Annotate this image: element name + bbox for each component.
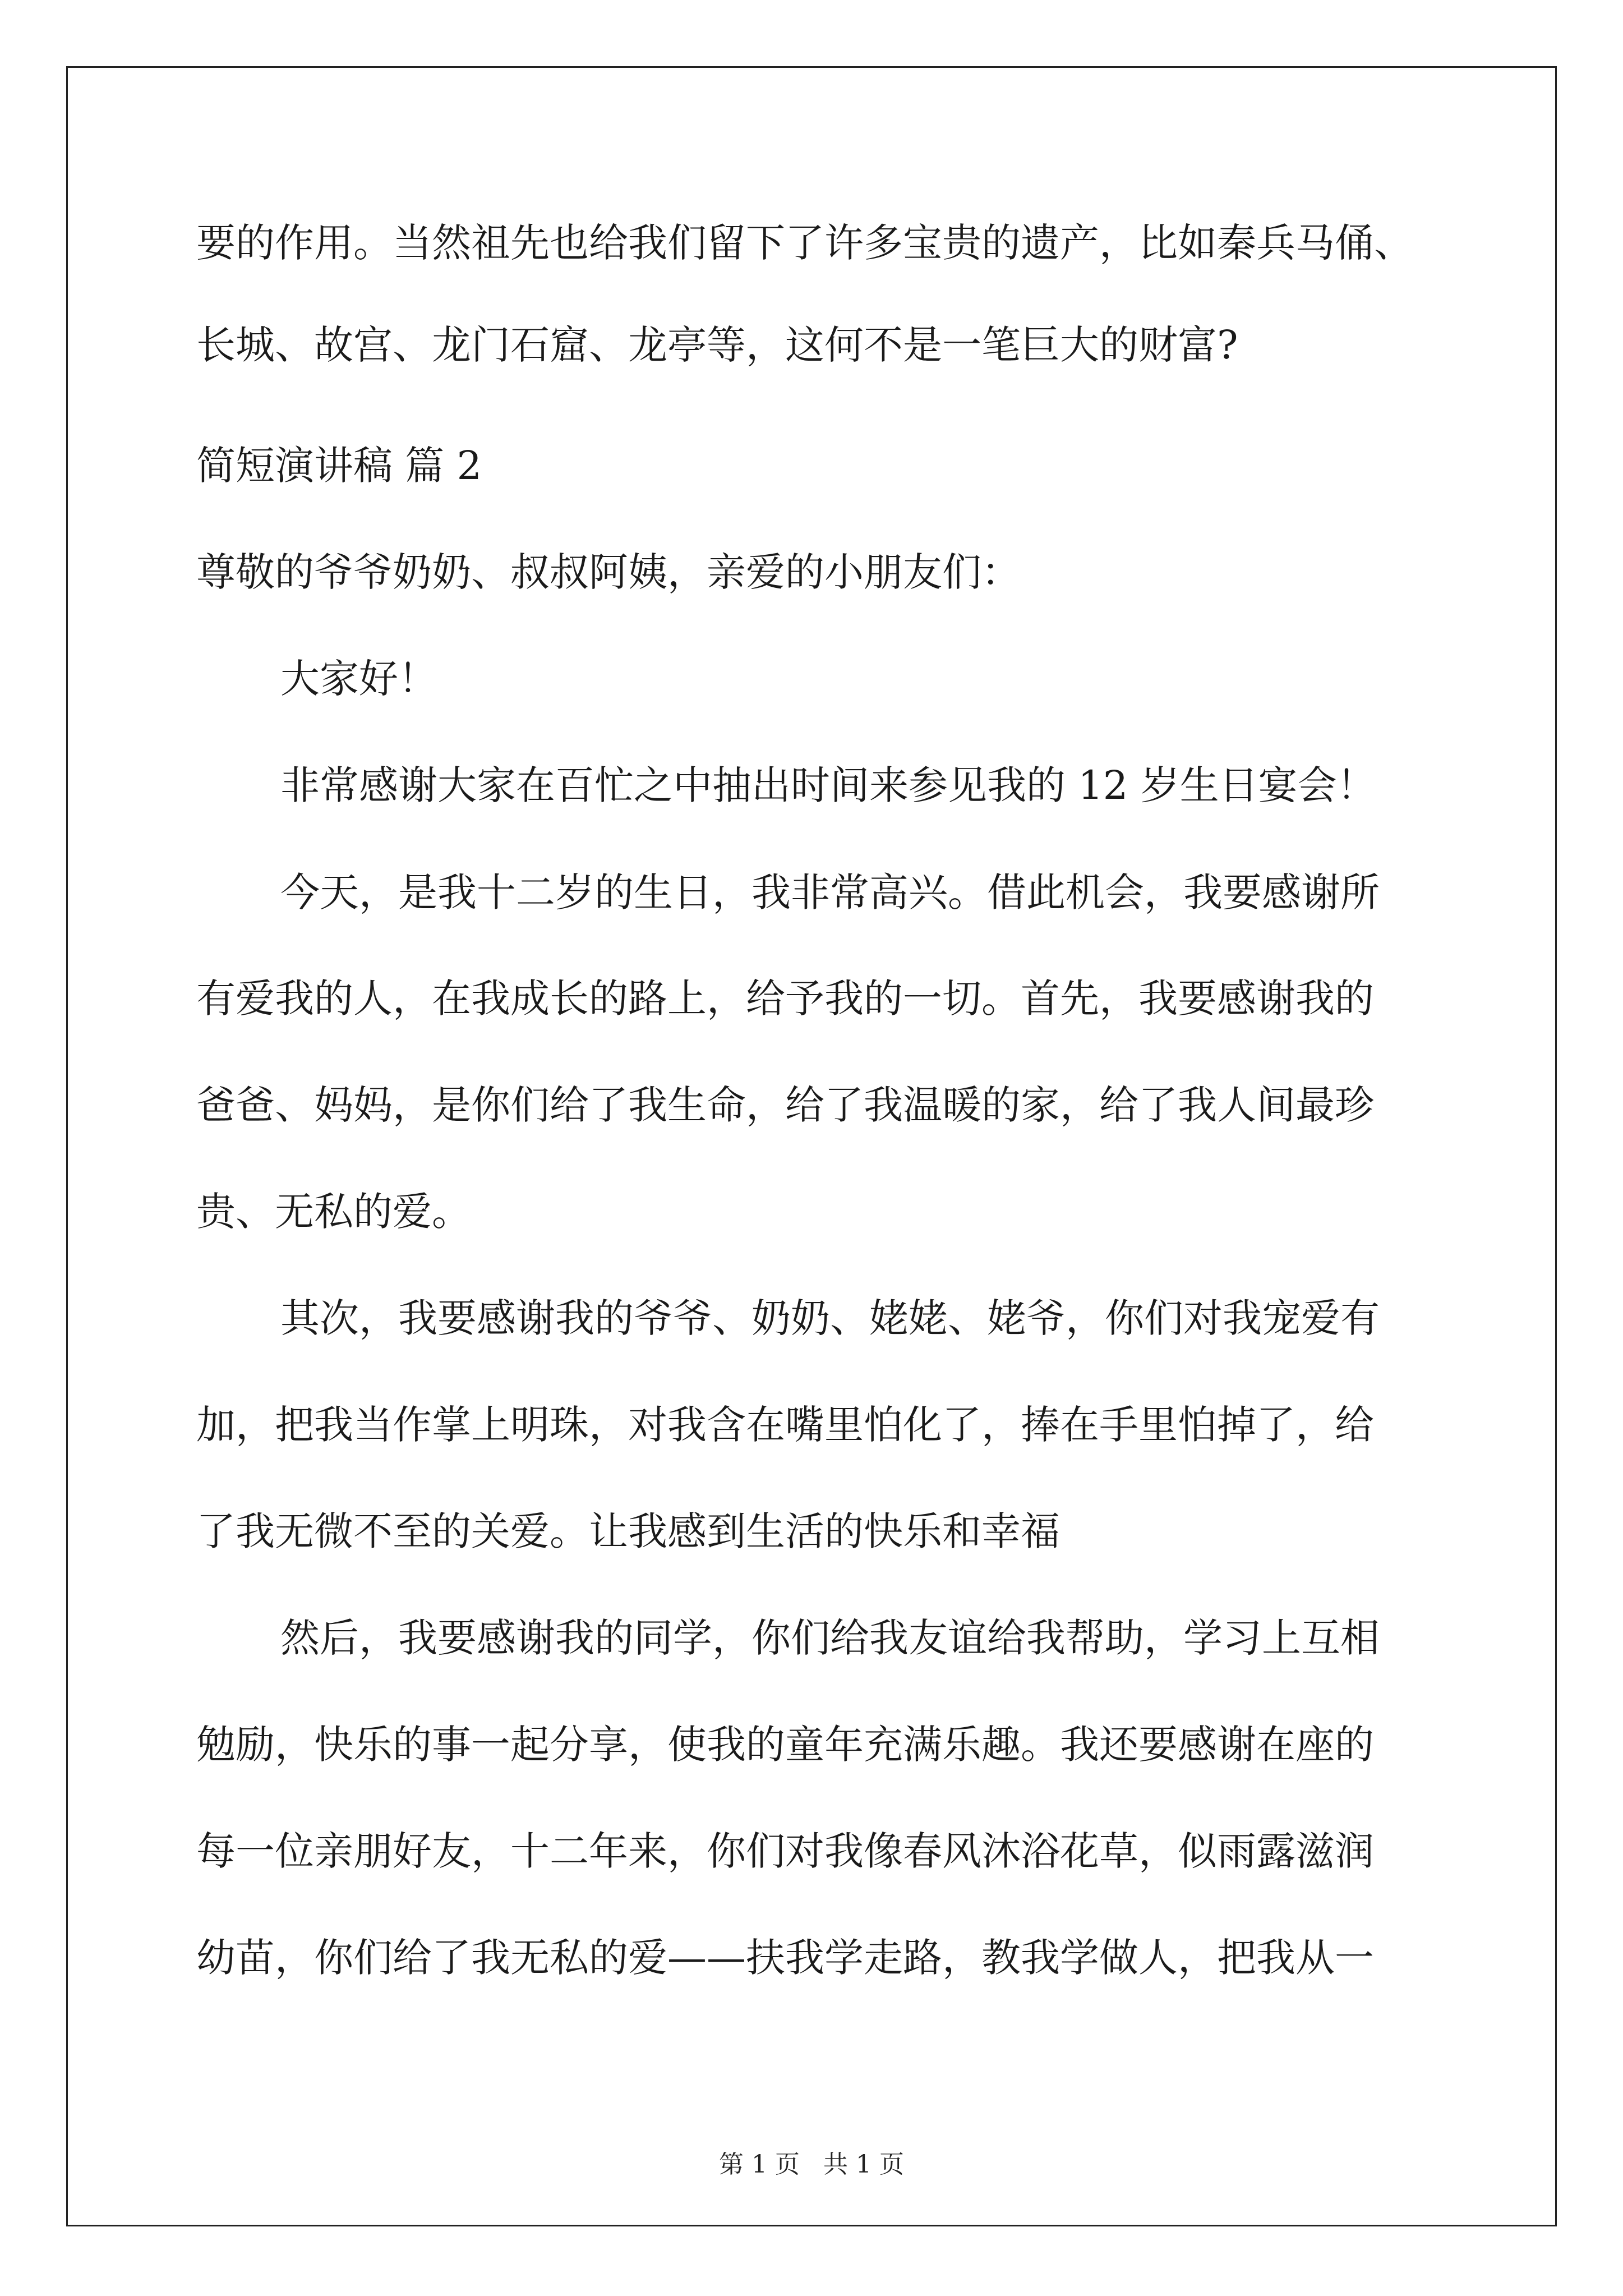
text-line: 非常感谢大家在百忙之中抽出时间来参见我的 12 岁生日宴会！ bbox=[280, 762, 1376, 808]
text-line: 有爱我的人，在我成长的路上，给予我的一切。首先，我要感谢我的 bbox=[196, 976, 1374, 1022]
text-line: 加，把我当作掌上明珠，对我含在嘴里怕化了，捧在手里怕掉了，给 bbox=[196, 1402, 1374, 1448]
section-heading: 简短演讲稿 篇 2 bbox=[196, 443, 482, 489]
text-line: 勉励，快乐的事一起分享，使我的童年充满乐趣。我还要感谢在座的 bbox=[196, 1722, 1374, 1768]
text-line: 每一位亲朋好友，十二年来，你们对我像春风沐浴花草，似雨露滋润 bbox=[196, 1828, 1374, 1874]
text-line: 爸爸、妈妈，是你们给了我生命，给了我温暖的家，给了我人间最珍 bbox=[196, 1082, 1374, 1128]
greeting: 大家好！ bbox=[280, 656, 437, 702]
page-border bbox=[66, 66, 1557, 2226]
salutation: 尊敬的爷爷奶奶、叔叔阿姨，亲爱的小朋友们： bbox=[196, 549, 1021, 595]
text-line: 长城、故宫、龙门石窟、龙亭等，这何不是一笔巨大的财富? bbox=[196, 322, 1238, 368]
text-line: 幼苗，你们给了我无私的爱——扶我学走路，教我学做人，把我从一 bbox=[196, 1935, 1374, 1981]
text-line: 其次，我要感谢我的爷爷、奶奶、姥姥、姥爷，你们对我宠爱有 bbox=[280, 1295, 1380, 1341]
text-line: 了我无微不至的关爱。让我感到生活的快乐和幸福 bbox=[196, 1508, 1060, 1554]
text-line: 今天，是我十二岁的生日，我非常高兴。借此机会，我要感谢所 bbox=[280, 869, 1380, 915]
text-line: 贵、无私的爱。 bbox=[196, 1189, 471, 1235]
page-number-footer: 第 1 页 共 1 页 bbox=[719, 2150, 904, 2179]
text-line: 要的作用。当然祖先也给我们留下了许多宝贵的遗产，比如秦兵马俑、 bbox=[196, 220, 1413, 266]
text-line: 然后，我要感谢我的同学，你们给我友谊给我帮助，学习上互相 bbox=[280, 1615, 1380, 1661]
